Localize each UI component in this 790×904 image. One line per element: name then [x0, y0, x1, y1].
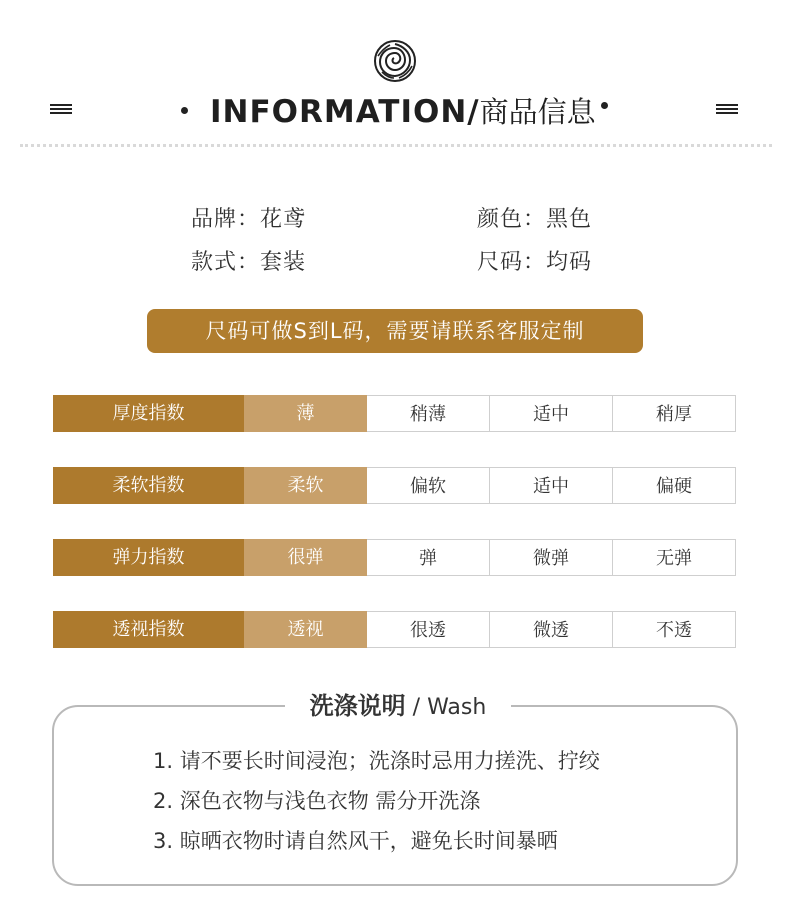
index-option: 稍厚	[613, 395, 736, 432]
dotted-divider	[20, 144, 772, 147]
wash-title	[285, 688, 511, 726]
custom-size-banner: 尺码可做S到L码，需要请联系客服定制	[147, 309, 643, 353]
index-option-selected: 很弹	[244, 539, 367, 576]
sheerness-index-row	[53, 611, 736, 648]
index-label: 厚度指数	[53, 395, 244, 432]
thickness-index-row	[53, 395, 736, 432]
index-label: 透视指数	[53, 611, 244, 648]
index-option: 偏软	[367, 467, 490, 504]
index-option: 适中	[490, 467, 613, 504]
wash-instruction-2: 2. 深色衣物与浅色衣物 需分开洗涤	[153, 789, 481, 813]
index-label: 柔软指数	[53, 467, 244, 504]
info-style: 款式：套装	[191, 250, 307, 275]
index-option: 无弹	[613, 539, 736, 576]
index-option: 微弹	[490, 539, 613, 576]
title-english: INFORMATION/	[210, 94, 480, 130]
index-option-selected: 薄	[244, 395, 367, 432]
softness-index-row	[53, 467, 736, 504]
info-size: 尺码：均码	[477, 250, 593, 275]
info-brand: 品牌：花鸢	[191, 207, 307, 232]
index-option: 稍薄	[367, 395, 490, 432]
index-option: 偏硬	[613, 467, 736, 504]
menu-lines-icon	[716, 104, 738, 113]
title-chinese: 商品信息	[479, 95, 596, 129]
stretch-index-row	[53, 539, 736, 576]
menu-lines-icon	[50, 104, 72, 113]
index-option: 很透	[367, 611, 490, 648]
page-title	[210, 90, 596, 134]
index-option-selected: 柔软	[244, 467, 367, 504]
index-option: 适中	[490, 395, 613, 432]
index-option: 不透	[613, 611, 736, 648]
rose-logo-icon	[372, 38, 418, 84]
wash-instruction-1: 1. 请不要长时间浸泡；洗涤时忌用力搓洗、拧绞	[153, 749, 600, 773]
wash-title-chinese: 洗涤说明	[309, 692, 406, 720]
index-option: 微透	[490, 611, 613, 648]
decor-dot	[601, 102, 608, 109]
info-color: 颜色：黑色	[477, 207, 593, 232]
index-option-selected: 透视	[244, 611, 367, 648]
wash-title-english: / Wash	[405, 695, 487, 720]
index-label: 弹力指数	[53, 539, 244, 576]
decor-dot	[181, 107, 188, 114]
wash-instruction-3: 3. 晾晒衣物时请自然风干，避免长时间暴晒	[153, 829, 558, 853]
index-option: 弹	[367, 539, 490, 576]
